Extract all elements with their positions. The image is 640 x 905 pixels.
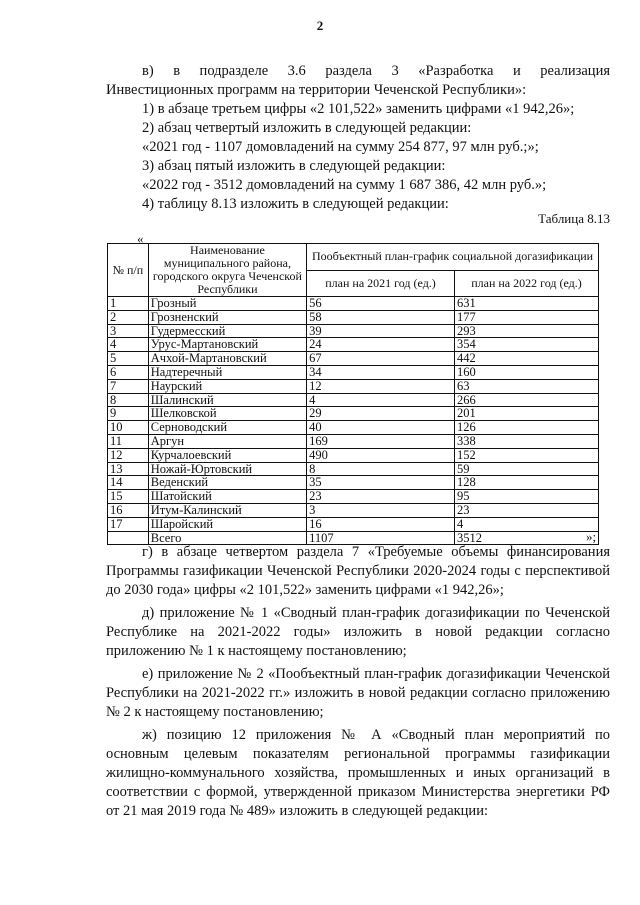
upper-line-2: Инвестиционных программ на территории Чеченской Республики»: — [106, 82, 527, 98]
cell-plan-2022: 442 — [455, 352, 599, 366]
cell-plan-2021: 24 — [307, 338, 455, 352]
header-group: Пообъектный план-график социальной догазификации — [307, 244, 599, 271]
cell-plan-2021: 56 — [307, 297, 455, 311]
cell-plan-2021: 16 — [307, 517, 455, 531]
page-number: 2 — [316, 18, 324, 33]
cell-plan-2021: 40 — [307, 421, 455, 435]
cell-num: 2 — [108, 310, 149, 324]
cell-plan-2021: 58 — [307, 310, 455, 324]
cell-name: Грозненский — [148, 310, 306, 324]
cell-name: Грозный — [148, 297, 306, 311]
cell-num: 10 — [108, 421, 149, 435]
cell-plan-2022: 23 — [455, 503, 599, 517]
cell-name: Ачхой-Мартановский — [148, 352, 306, 366]
table-row — [108, 393, 599, 407]
header-plan-2022: план на 2022 год (ед.) — [455, 270, 599, 297]
cell-plan-2022: 63 — [455, 379, 599, 393]
cell-plan-2022: 3512 — [455, 531, 599, 545]
cell-plan-2022: 293 — [455, 324, 599, 338]
cell-name: Курчалоевский — [148, 448, 306, 462]
cell-plan-2021: 67 — [307, 352, 455, 366]
cell-plan-2022: 160 — [455, 365, 599, 379]
paragraph-e: е) приложение № 2 «Пообъектный план-график догазификации Чеченской Республики на 2021-2022 гг.» изложить в новой редакции согласно приложению № 2 к настоящему постановлению; — [106, 666, 610, 720]
cell-num: 14 — [108, 476, 149, 490]
table-row — [108, 448, 599, 462]
cell-name: Гудермесский — [148, 324, 306, 338]
cell-num: 9 — [108, 407, 149, 421]
cell-name: Урус-Мартановский — [148, 338, 306, 352]
quote-close: »; — [586, 529, 597, 544]
table-row — [108, 379, 599, 393]
paragraph-d: д) приложение № 1 «Сводный план-график догазификации по Чеченской Республике на 2021-2022 годы» изложить в новой редакции согласно приложению № 1 к настоящему постановлению; — [106, 605, 610, 659]
table-row — [108, 310, 599, 324]
cell-plan-2022: 338 — [455, 434, 599, 448]
table-row — [108, 462, 599, 476]
paragraph-zh: ж) позицию 12 приложения № А «Сводный план мероприятий по основным целевым показателям региональной программы газификации жилищно-коммунального хозяйства, промышленных и иных организаций в соответствии с формой, утвержденной приказом Министерства энергетики РФ от 21 мая 2019 года № 489» изложить в следующей редакции: — [106, 727, 610, 819]
cell-num: 13 — [108, 462, 149, 476]
cell-name: Серноводский — [148, 421, 306, 435]
cell-plan-2022: 4 — [455, 517, 599, 531]
upper-line-4: 2) абзац четвертый изложить в следующей редакции: — [142, 120, 472, 136]
cell-num: 7 — [108, 379, 149, 393]
table-row — [108, 503, 599, 517]
cell-plan-2022: 95 — [455, 490, 599, 504]
cell-plan-2021: 29 — [307, 407, 455, 421]
table-row — [108, 365, 599, 379]
cell-name: Шаройский — [148, 517, 306, 531]
upper-line-3: 1) в абзаце третьем цифры «2 101,522» заменить цифрами «1 942,26»; — [142, 101, 575, 117]
cell-name: Веденский — [148, 476, 306, 490]
table-row — [108, 324, 599, 338]
cell-plan-2022: 128 — [455, 476, 599, 490]
cell-num: 17 — [108, 517, 149, 531]
table-row — [108, 476, 599, 490]
header-num: № п/п — [108, 244, 149, 297]
cell-name: Шелковской — [148, 407, 306, 421]
lower-text — [106, 543, 610, 825]
table-row — [108, 407, 599, 421]
cell-plan-2022: 59 — [455, 462, 599, 476]
cell-name: Надтеречный — [148, 365, 306, 379]
cell-num: 12 — [108, 448, 149, 462]
cell-plan-2021: 490 — [307, 448, 455, 462]
cell-plan-2021: 169 — [307, 434, 455, 448]
cell-name: Аргун — [148, 434, 306, 448]
cell-plan-2022: 631 — [455, 297, 599, 311]
cell-num: 1 — [108, 297, 149, 311]
cell-num: 16 — [108, 503, 149, 517]
cell-plan-2022: 152 — [455, 448, 599, 462]
upper-line-1: в) в подразделе 3.6 раздела 3 «Разработка и реализация — [142, 63, 610, 79]
paragraph-g: г) в абзаце четвертом раздела 7 «Требуемые объемы финансирования Программы газификации Чеченской Республики 2020-2024 годы с перспективой до 2030 года» цифры «2 101,522» заменить цифрами «1 942,26»; — [106, 544, 610, 598]
cell-plan-2022: 177 — [455, 310, 599, 324]
cell-num: 15 — [108, 490, 149, 504]
cell-plan-2021: 23 — [307, 490, 455, 504]
cell-name: Шалинский — [148, 393, 306, 407]
cell-num: 3 — [108, 324, 149, 338]
cell-plan-2021: 34 — [307, 365, 455, 379]
cell-plan-2022: 201 — [455, 407, 599, 421]
cell-plan-2021: 35 — [307, 476, 455, 490]
cell-num: 5 — [108, 352, 149, 366]
cell-plan-2021: 3 — [307, 503, 455, 517]
upper-line-5: «2021 год - 1107 домовладений на сумму 254 877, 97 млн руб.;»; — [142, 139, 539, 155]
table-row — [108, 490, 599, 504]
header-name: Наименование муниципального района, городского округа Чеченской Республики — [148, 244, 306, 297]
cell-num: 6 — [108, 365, 149, 379]
cell-num: 11 — [108, 434, 149, 448]
header-plan-2021: план на 2021 год (ед.) — [307, 270, 455, 297]
quote-open: « — [137, 231, 144, 246]
table-row — [108, 517, 599, 531]
table-caption: Таблица 8.13 — [538, 211, 610, 226]
cell-plan-2021: 8 — [307, 462, 455, 476]
cell-name: Всего — [148, 531, 306, 545]
cell-name: Шатойский — [148, 490, 306, 504]
cell-plan-2021: 12 — [307, 379, 455, 393]
cell-plan-2022: 354 — [455, 338, 599, 352]
cell-num: 4 — [108, 338, 149, 352]
upper-text — [106, 62, 610, 214]
cell-plan-2022: 266 — [455, 393, 599, 407]
gasification-table — [107, 243, 599, 545]
cell-plan-2021: 39 — [307, 324, 455, 338]
table-row — [108, 421, 599, 435]
table-row — [108, 338, 599, 352]
cell-plan-2021: 1107 — [307, 531, 455, 545]
upper-line-6: 3) абзац пятый изложить в следующей редакции: — [142, 158, 446, 174]
cell-num: 8 — [108, 393, 149, 407]
table-row — [108, 434, 599, 448]
cell-name: Наурский — [148, 379, 306, 393]
cell-name: Ножай-Юртовский — [148, 462, 306, 476]
cell-name: Итум-Калинский — [148, 503, 306, 517]
cell-plan-2022: 126 — [455, 421, 599, 435]
cell-plan-2021: 4 — [307, 393, 455, 407]
upper-line-8: 4) таблицу 8.13 изложить в следующей редакции: — [142, 196, 449, 212]
table-row — [108, 297, 599, 311]
upper-line-7: «2022 год - 3512 домовладений на сумму 1 687 386, 42 млн руб.»; — [142, 177, 547, 193]
table-body — [108, 297, 599, 545]
table-row — [108, 352, 599, 366]
